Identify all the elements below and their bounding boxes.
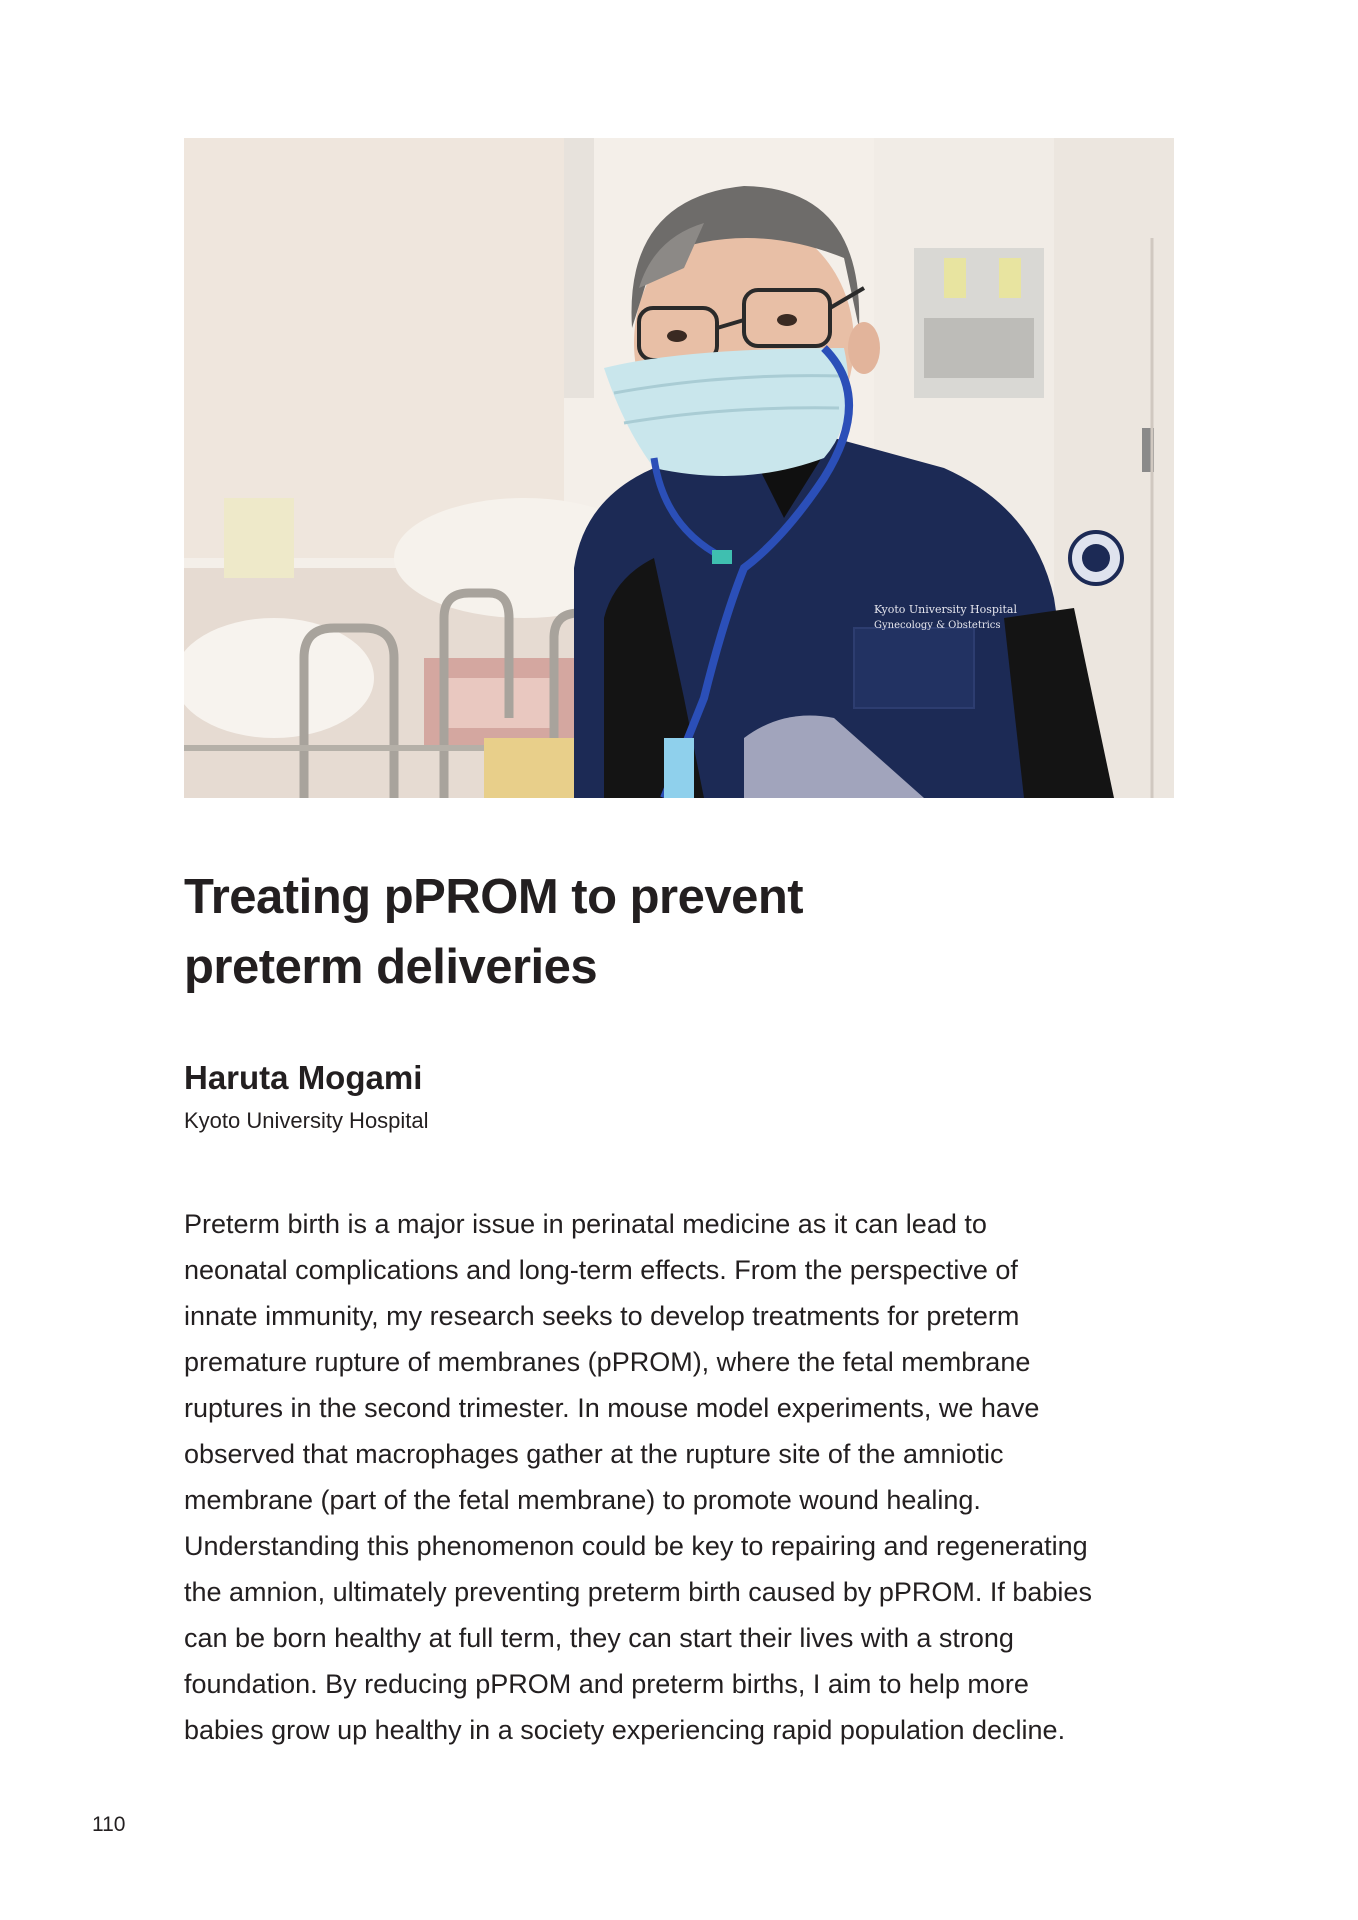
- body-line: neonatal complications and long-term effects. From the perspective of: [184, 1255, 1018, 1285]
- body-line: babies grow up healthy in a society experiencing rapid population decline.: [184, 1715, 1066, 1745]
- body-line: premature rupture of membranes (pPROM), where the fetal membrane: [184, 1347, 1031, 1377]
- body-line: Preterm birth is a major issue in perinatal medicine as it can lead to: [184, 1209, 987, 1239]
- body-line: membrane (part of the fetal membrane) to promote wound healing.: [184, 1485, 981, 1515]
- doctor-photo-illustration: [184, 138, 1174, 798]
- author-affiliation: Kyoto University Hospital: [184, 1108, 429, 1133]
- doctor-photo: [184, 138, 1174, 798]
- page-number: 110: [92, 1813, 126, 1836]
- article-body: [184, 1201, 1184, 1753]
- body-line: foundation. By reducing pPROM and preterm births, I aim to help more: [184, 1669, 1029, 1699]
- body-line: the amnion, ultimately preventing preterm birth caused by pPROM. If babies: [184, 1577, 1092, 1607]
- author-name: Haruta Mogami: [184, 1059, 423, 1096]
- body-line: can be born healthy at full term, they can start their lives with a strong: [184, 1623, 1014, 1653]
- article-title: [184, 862, 1174, 1002]
- body-line: Understanding this phenomenon could be key to repairing and regenerating: [184, 1531, 1088, 1561]
- body-line: innate immunity, my research seeks to develop treatments for preterm: [184, 1301, 1020, 1331]
- scrubs-text-1: Kyoto University Hospital: [874, 603, 1017, 616]
- title-line-1: Treating pPROM to prevent: [184, 870, 804, 924]
- body-line: observed that macrophages gather at the rupture site of the amniotic: [184, 1439, 1004, 1469]
- body-line: ruptures in the second trimester. In mouse model experiments, we have: [184, 1393, 1040, 1423]
- scrubs-text-2: Gynecology & Obstetrics: [874, 620, 1001, 631]
- title-line-2: preterm deliveries: [184, 940, 598, 994]
